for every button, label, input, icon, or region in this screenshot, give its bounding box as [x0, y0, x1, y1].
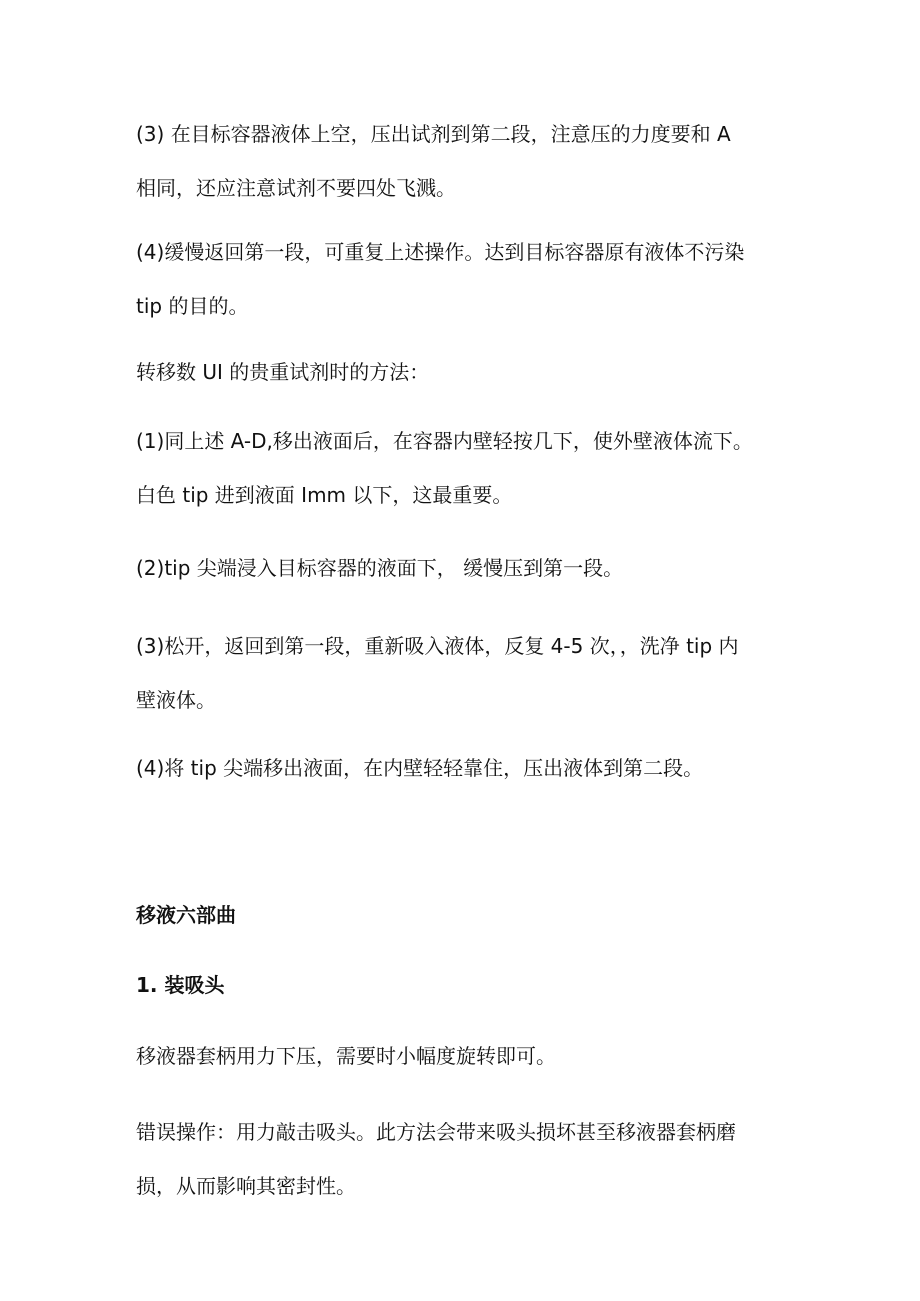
- text-line: 损，从而影响其密封性。: [136, 1174, 356, 1198]
- text-line: (1)同上述 A-D,移出液面后，在容器内壁轻按几下，使外壁液体流下。: [136, 429, 753, 453]
- text-line: (2)tip 尖端浸入目标容器的液面下， 缓慢压到第一段。: [136, 556, 624, 580]
- subheading-install-tip: [136, 958, 796, 1012]
- text-line: 转移数 UI 的贵重试剂时的方法：: [136, 360, 430, 384]
- text-line: (3) 在目标容器液体上空，压出试剂到第二段，注意压的力度要和 A: [136, 122, 731, 146]
- text-line: 移液器套柄用力下压，需要时小幅度旋转即可。: [136, 1044, 556, 1068]
- paragraph-precious-step-4: [136, 741, 796, 795]
- paragraph-install-method: [136, 1029, 796, 1083]
- paragraph-step-3-dispense: [136, 107, 796, 215]
- heading-text: 1. 装吸头: [136, 973, 225, 997]
- text-line: tip 的目的。: [136, 294, 249, 318]
- text-line: 相同，还应注意试剂不要四处飞溅。: [136, 176, 456, 200]
- paragraph-step-4-return: [136, 225, 796, 333]
- text-line: 壁液体。: [136, 688, 216, 712]
- section-heading-six-steps: [136, 888, 796, 942]
- text-line: (4)缓慢返回第一段，可重复上述操作。达到目标容器原有液体不污染: [136, 240, 745, 264]
- heading-text: 移液六部曲: [136, 903, 236, 927]
- text-line: 错误操作：用力敲击吸头。此方法会带来吸头损坏甚至移液器套柄磨: [136, 1120, 736, 1144]
- text-line: (3)松开，返回到第一段，重新吸入液体，反复 4-5 次，，洗净 tip 内: [136, 634, 739, 658]
- paragraph-wrong-operation: [136, 1105, 796, 1213]
- paragraph-precious-step-1: [136, 414, 796, 522]
- paragraph-precious-step-2: [136, 541, 796, 595]
- text-line: 白色 tip 进到液面 Imm 以下，这最重要。: [136, 483, 513, 507]
- text-line: (4)将 tip 尖端移出液面，在内壁轻轻靠住，压出液体到第二段。: [136, 756, 704, 780]
- paragraph-precious-step-3: [136, 619, 796, 727]
- paragraph-precious-reagent-intro: [136, 345, 796, 399]
